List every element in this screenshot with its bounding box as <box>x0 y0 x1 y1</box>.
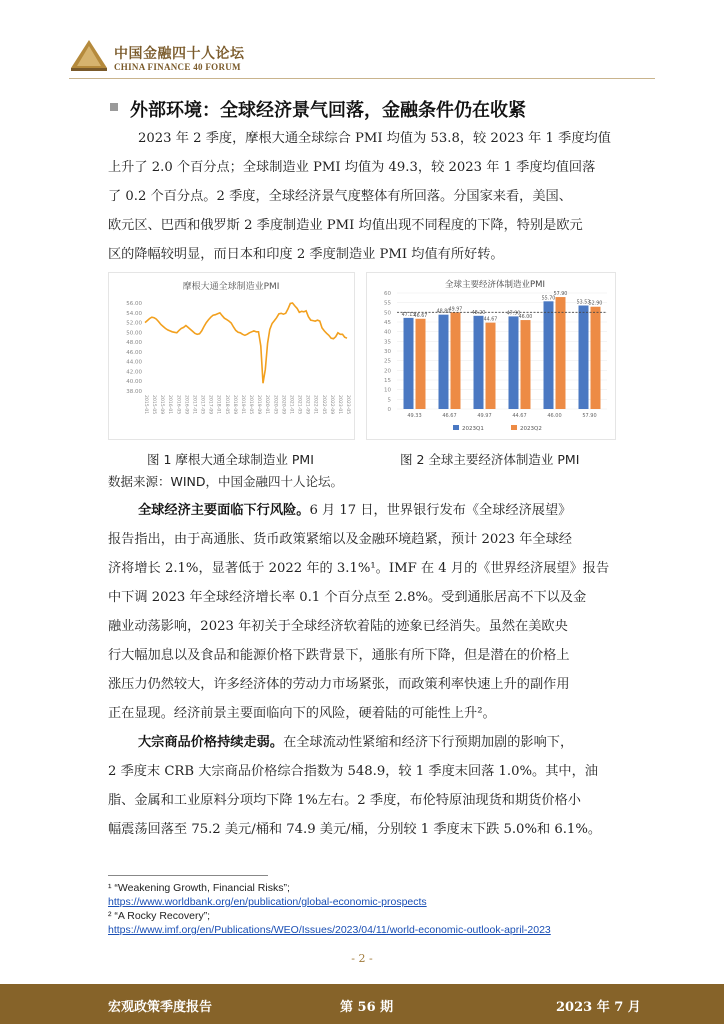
paragraph-line <box>108 496 614 525</box>
bar <box>591 307 601 409</box>
footer-issue: 第 56 期 <box>340 1000 394 1015</box>
x-tick-label: 2023-01 <box>336 395 342 415</box>
y-tick-label: 52.00 <box>126 320 142 327</box>
bar <box>451 312 461 409</box>
paragraph-line: 融业动荡影响，2023 年初关于全球经济软着陆的迹象已经消失。虽然在美欧央 <box>108 619 568 634</box>
x-tick-label: 49.97 <box>477 413 492 419</box>
y-tick-label: 10 <box>384 387 391 394</box>
data-label: 46.00 <box>518 315 533 321</box>
figure-1 <box>108 272 355 440</box>
paragraph-line: 幅震荡回落至 75.2 美元/桶和 74.9 美元/桶，分别较 1 季度末下跌 5.0%和 6.1%。 <box>108 822 602 837</box>
y-tick-label: 44.00 <box>126 359 142 366</box>
paragraph-line: 区的降幅较明显，而日本和印度 2 季度制造业 PMI 均值有所好转。 <box>108 247 504 262</box>
y-tick-label: 54.00 <box>126 310 142 317</box>
x-tick-label: 44.67 <box>512 413 527 419</box>
y-tick-label: 42.00 <box>126 369 142 376</box>
paragraph-line: 上升了 2.0 个百分点；全球制造业 PMI 均值为 49.3，较 2023 年 1 季度均值回落 <box>108 160 596 175</box>
x-tick-label: 2019-09 <box>256 395 262 415</box>
footnote-2-link[interactable]: https://www.imf.org/en/Publications/WEO/Issues/2023/04/11/world-economic-outlook-april-2023 <box>108 924 551 936</box>
chart-title: 摩根大通全球制造业PMI <box>182 282 280 292</box>
data-source-note: 数据来源：WIND，中国金融四十人论坛。 <box>108 474 344 489</box>
data-label: 44.67 <box>483 317 498 323</box>
paragraph-1 <box>108 124 614 269</box>
paragraph-line: 报告指出，由于高通胀、货币政策紧缩以及金融环境趋紧，预计 2023 年全球经 <box>108 532 572 547</box>
x-tick-label: 2022-05 <box>320 395 326 415</box>
x-tick-label: 2022-09 <box>328 395 334 415</box>
pmi-line-chart <box>109 273 354 439</box>
figure-2-caption: 图 2 全球主要经济体制造业 PMI <box>400 452 580 467</box>
paragraph-2 <box>108 496 614 728</box>
page-header <box>0 0 724 80</box>
paragraph-line: 中下调 2023 年全球经济增长率 0.1 个百分点至 2.8%。受到通胀居高不下以及金 <box>108 590 587 605</box>
x-tick-label: 2018-09 <box>231 395 237 415</box>
lead-phrase: 大宗商品价格持续走弱。 <box>138 735 284 750</box>
y-tick-label: 46.00 <box>126 349 142 356</box>
page-footer <box>0 984 724 1024</box>
y-tick-label: 48.00 <box>126 340 142 347</box>
bar <box>521 320 531 409</box>
x-tick-label: 2017-09 <box>207 395 213 415</box>
line-text: 在全球流动性紧缩和经济下行预期加剧的影响下， <box>283 735 574 750</box>
data-label: 47.90 <box>506 311 521 317</box>
x-tick-label: 2018-01 <box>215 395 221 415</box>
figure-1-caption: 图 1 摩根大通全球制造业 PMI <box>147 452 314 467</box>
bar <box>556 297 566 409</box>
paragraph-line: 2 季度末 CRB 大宗商品价格综合指数为 548.9，较 1 季度末回落 1.0%。其中，油 <box>108 764 598 779</box>
forum-logo-icon <box>69 38 109 72</box>
x-tick-label: 46.00 <box>547 413 562 419</box>
footnote-1-title: ¹ “Weakening Growth, Financial Risks”; <box>108 882 290 894</box>
x-tick-label: 2017-05 <box>199 395 205 415</box>
x-tick-label: 2021-05 <box>296 395 302 415</box>
x-tick-label: 2020-01 <box>264 395 270 415</box>
footnote-2-title: ² “A Rocky Recovery”; <box>108 910 211 922</box>
data-label: 48.20 <box>471 310 486 316</box>
x-tick-label: 2017-01 <box>191 395 197 415</box>
paragraph-line: 脂、金属和工业原料分项均下降 1%左右。2 季度，布伦特原油现货和期货价格小 <box>108 793 581 808</box>
data-label: 52.90 <box>588 301 603 307</box>
paragraph-line <box>108 728 614 757</box>
y-tick-label: 60 <box>384 291 391 297</box>
line-text: 6 月 17 日，世界银行发布《全球经济展望》 <box>309 503 572 518</box>
section-title: 外部环境：全球经济景气回落，金融条件仍在收紧 <box>130 100 526 121</box>
footer-report-name: 宏观政策季度报告 <box>108 1000 213 1015</box>
paragraph-line: 了 0.2 个百分点。2 季度，全球经济景气度整体有所回落。分国家来看，美国、 <box>108 189 572 204</box>
x-tick-label: 57.90 <box>582 413 597 419</box>
x-tick-label: 2016-05 <box>175 395 181 415</box>
data-label: 49.97 <box>448 307 463 313</box>
data-label: 53.53 <box>576 300 591 306</box>
footer-date: 2023 年 7 月 <box>556 1000 641 1015</box>
x-tick-label: 2016-01 <box>167 395 173 415</box>
bar <box>509 316 519 409</box>
x-tick-label: 2018-05 <box>223 395 229 415</box>
data-label: 57.90 <box>553 292 568 298</box>
x-tick-label: 46.67 <box>442 413 457 419</box>
y-tick-label: 45 <box>384 320 391 326</box>
legend-swatch <box>453 425 459 430</box>
x-tick-label: 2023-05 <box>345 395 350 415</box>
pmi-bar-chart <box>367 273 615 439</box>
paragraph-line: 济将增长 2.1%，显著低于 2022 年的 3.1%¹。IMF 在 4 月的《世界经济展望》报告 <box>108 561 610 576</box>
y-tick-label: 40 <box>384 329 391 336</box>
x-tick-label: 2021-09 <box>304 395 310 415</box>
footnote-divider <box>108 875 268 876</box>
bar <box>486 323 496 409</box>
footnote-1-link[interactable]: https://www.worldbank.org/en/publication/global-economic-prospects <box>108 896 427 908</box>
x-tick-label: 49.33 <box>407 413 422 419</box>
paragraph-line: 正在显现。经济前景主要面临向下的风险，硬着陆的可能性上升²。 <box>108 706 496 721</box>
brand-name-cn: 中国金融四十人论坛 <box>114 46 245 62</box>
x-tick-label: 2016-09 <box>183 395 189 415</box>
figure-2 <box>366 272 616 440</box>
y-tick-label: 15 <box>384 378 391 384</box>
bar <box>544 301 554 409</box>
data-label: 48.80 <box>436 309 451 315</box>
x-tick-label: 2015-01 <box>143 395 148 415</box>
y-tick-label: 56.00 <box>126 301 142 307</box>
y-tick-label: 35 <box>384 339 391 346</box>
bar <box>474 316 484 409</box>
x-tick-label: 2021-01 <box>288 395 294 415</box>
lead-phrase: 全球经济主要面临下行风险。 <box>138 503 310 518</box>
data-label: 47.13 <box>401 312 416 318</box>
page-number: - 2 - <box>351 952 373 965</box>
y-tick-label: 20 <box>384 368 391 375</box>
footnote-2-link-row <box>108 924 551 936</box>
y-tick-label: 0 <box>387 407 391 413</box>
legend-label: 2023Q2 <box>520 426 542 432</box>
legend-label: 2023Q1 <box>462 426 484 432</box>
header-divider <box>69 78 655 79</box>
x-tick-label: 2022-01 <box>312 395 318 415</box>
x-tick-label: 2020-09 <box>280 395 286 415</box>
y-tick-label: 40.00 <box>126 379 142 386</box>
legend-swatch <box>511 425 517 430</box>
bar <box>439 315 449 409</box>
bar <box>404 318 414 409</box>
x-tick-label: 2020-05 <box>272 395 278 415</box>
y-tick-label: 50 <box>384 310 391 317</box>
paragraph-3 <box>108 728 614 844</box>
y-tick-label: 38.00 <box>126 389 142 395</box>
paragraph-line: 行大幅加息以及食品和能源价格下跌背景下，通胀有所下降，但是潜在的价格上 <box>108 648 570 663</box>
paragraph-line: 2023 年 2 季度，摩根大通全球综合 PMI 均值为 53.8，较 2023 年 1 季度均值 <box>138 131 611 146</box>
data-label: 55.70 <box>541 296 556 302</box>
bar <box>579 306 589 409</box>
x-tick-label: 2019-05 <box>248 395 253 415</box>
bar <box>416 319 426 409</box>
paragraph-line: 涨压力仍然较大，许多经济体的劳动力市场紧张，而政策利率快速上升的副作用 <box>108 677 570 692</box>
x-tick-label: 2015-05 <box>151 395 157 415</box>
x-tick-label: 2019-01 <box>240 395 245 415</box>
chart-title: 全球主要经济体制造业PMI <box>445 280 545 290</box>
y-tick-label: 5 <box>387 397 391 404</box>
brand-name-en: CHINA FINANCE 40 FORUM <box>114 62 241 72</box>
series-line <box>145 303 347 383</box>
y-tick-label: 25 <box>384 358 391 365</box>
x-tick-label: 2015-09 <box>159 395 165 415</box>
footnote-1-link-row <box>108 896 427 908</box>
y-tick-label: 50.00 <box>126 330 142 337</box>
data-label: 46.67 <box>413 313 428 319</box>
paragraph-line: 欧元区、巴西和俄罗斯 2 季度制造业 PMI 均值出现不同程度的下降，特别是欧元 <box>108 218 583 233</box>
y-tick-label: 55 <box>384 300 391 307</box>
y-tick-label: 30 <box>384 349 391 355</box>
